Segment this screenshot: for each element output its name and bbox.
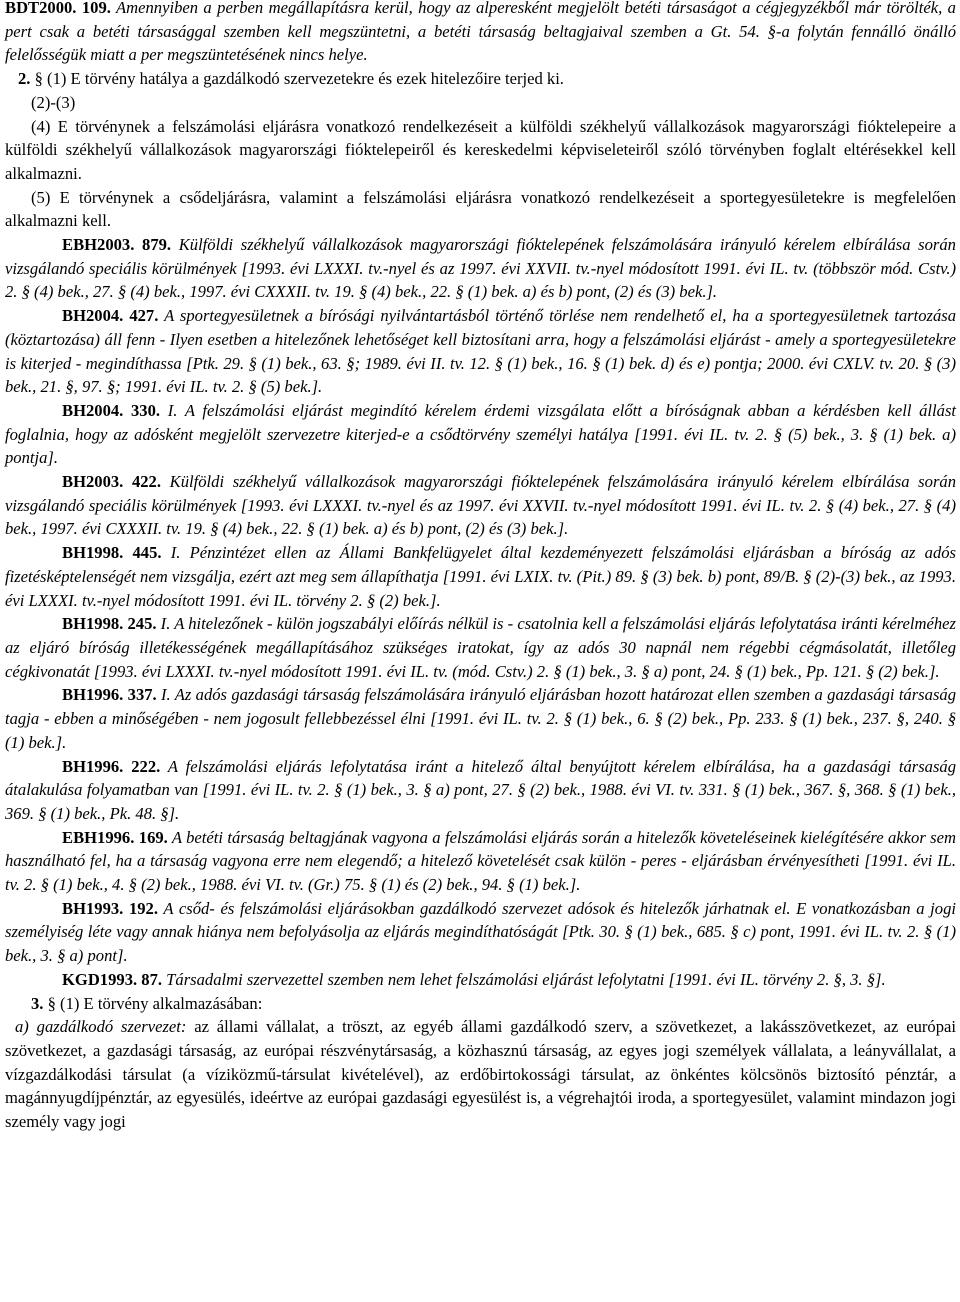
decision-text: Amennyiben a perben megállapításra kerül, hogy az alperesként megjelölt betéti társaságot a cégjegyzékből már törölték, a pert csak a betéti társasággal szemben kell megszüntetni, a betéti társaság beltagjaival szemben a Gt. 54. §-a folytán fennálló önálló felelősségük miatt a per megszüntetésének nincs helye. xyxy=(5,0,956,65)
decision-bdt2000-109 xyxy=(5,0,956,67)
decision-text: A betéti társaság beltagjának vagyona a felszámolási eljárás során a hitelezők követeléseinek kielégítésére akkor sem használható fel, ha a társaság vagyona erre nem elegendő; a hitelező követelését csak külön - peres - eljárásban érvényesítheti [1991. évi IL. tv. 2. § (1) bek., 4. § (2) bek., 1988. évi VI. tv. (Gr.) 75. § (1) és (2) bek., 94. § (1) bek.]. xyxy=(5,827,956,895)
decision-text: Társadalmi szervezettel szemben nem lehet felszámolási eljárást lefolytatni [1991. évi IL. törvény 2. §, 3. §]. xyxy=(162,969,886,989)
section-3-paragraph-1 xyxy=(5,992,956,1016)
section-text: (5) E törvénynek a csődeljárásra, valamint a felszámolási eljárásra vonatkozó rendelkezéseit a sportegyesületekre is megfelelően alkalmazni kell. xyxy=(5,187,956,231)
decision-text: Külföldi székhelyű vállalkozások magyarországi fióktelepének felszámolására irányuló kérelem elbírálása során vizsgálandó speciális körülmények [1993. évi LXXXI. tv.-nyel és az 1997. évi XXVII. tv.-nyel módosított 1991. évi IL. tv. 2. § (4) bek., 27. § (4) bek., 1997. évi CXXXII. tv. 19. § (4) bek., 22. § (1) bek. a) és b) pont, (2) és (3) bek.]. xyxy=(5,472,956,539)
decision-bh1993-192 xyxy=(5,897,956,968)
decision-ref: BH1998. 245. xyxy=(62,614,157,634)
decision-ref: BH1996. 337. xyxy=(62,685,157,705)
section-text: § (1) E törvény alkalmazásában: xyxy=(43,993,263,1013)
section-2-paragraph-4 xyxy=(5,115,956,186)
section-2-paragraph-5 xyxy=(5,186,956,233)
decision-ref: EBH2003. 879. xyxy=(62,235,172,255)
decision-bh1998-445 xyxy=(5,541,956,612)
decision-ref: EBH1996. 169. xyxy=(62,827,168,847)
decision-ref: BH1998. 445. xyxy=(62,543,162,563)
section-text: (2)-(3) xyxy=(31,92,76,112)
decision-text: I. Pénzintézet ellen az Állami Bankfelügyelet által kezdeményezett felszámolási eljárásban a bíróság az adós fizetésképtelenségét nem vizsgálja, ezért azt meg sem állapíthatja [1991. évi LXIX. tv. (Pit.) 89. § (3) bek. b) pont, 89/B. § (2)-(3) bek., az 1993. évi LXXXI. tv.-nyel módosított 1991. évi IL. törvény 2. § (2) bek.]. xyxy=(5,543,956,610)
decision-ref: KGD1993. 87. xyxy=(62,969,163,989)
decision-text: I. A felszámolási eljárást megindító kérelem érdemi vizsgálata előtt a bíróságnak abban a kérdésben kell állást foglalnia, hogy az adósként megjelölt szervezetre kiterjed-e a csődtörvény személyi hatálya [1991. évi IL. tv. 2. § (5) bek., 3. § (1) bek. a) pontja]. xyxy=(5,400,957,468)
decision-bh2004-330 xyxy=(5,399,956,470)
definition-term: a) gazdálkodó szervezet: xyxy=(15,1017,187,1037)
decision-ebh2003-879 xyxy=(5,233,956,304)
section-3-definition-a xyxy=(5,1015,956,1134)
decision-bh1996-222 xyxy=(5,755,956,826)
decision-bh1996-337 xyxy=(5,683,956,754)
decision-ref: BH1993. 192. xyxy=(62,898,159,918)
section-text: (4) E törvénynek a felszámolási eljárásra vonatkozó rendelkezéseit a külföldi székhelyű vállalkozások magyarországi fióktelepeire a külföldi székhelyű vállalkozások magyarországi fióktelepeiről és kereskedelmi képviseleteiről szóló törvényben foglalt eltérésekkel kell alkalmazni. xyxy=(5,116,956,183)
decision-ref: BH2004. 427. xyxy=(62,306,159,326)
decision-ref: BH2003. 422. xyxy=(62,472,161,492)
decision-kgd1993-87 xyxy=(5,968,956,992)
decision-text: Külföldi székhelyű vállalkozások magyarországi fióktelepének felszámolására irányuló kérelem elbírálása során vizsgálandó speciális körülmények [1993. évi LXXXI. tv.-nyel és az 1997. évi XXVII. tv.-nyel módosított 1991. évi IL. tv. (többször mód. Cstv.) 2. § (4) bek., 27. § (4) bek., 1997. évi CXXXII. tv. 19. § (4) bek., 22. § (1) bek. a) és b) pont, (2) és (3) bek.]. xyxy=(5,235,956,302)
definition-text: az állami vállalat, a tröszt, az egyéb állami gazdálkodó szerv, a szövetkezet, a lakásszövetkezet, az európai szövetkezet, a gazdasági társaság, az európai részvénytársaság, a közhasznú társaság, az egyes jogi személyek vállalata, a leányvállalat, a vízgazdálkodási társulat (a víziközmű-társulat kivételével), az erdőbirtokossági társulat, az önkéntes kölcsönös biztosító pénztár, a magánnyugdíjpénztár, az egyesülés, ideértve az európai gazdasági egyesülést is, a végrehajtói iroda, a sportegyesület, valamint mindazon jogi személy vagy jogi xyxy=(5,1017,956,1132)
decision-text: A felszámolási eljárás lefolytatása iránt a hitelező által benyújtott kérelem elbírálása, ha a gazdasági társaság átalakulása folyamatban van [1991. évi IL. tv. 2. § (1) bek., 3. § a) pont, 27. § (2) bek., 1988. évi VI. tv. 331. § (1) bek., 367. §, 368. § (1) bek., 369. § (1) bek., Pk. 48. §]. xyxy=(5,756,956,823)
decision-text: I. A hitelezőnek - külön jogszabályi előírás nélkül is - csatolnia kell a felszámolási eljárás lefolytatása iránti kérelméhez az eljáró bíróság illetékességének megállapításához szükséges iratokat, így az adós 30 napnál nem régebbi cégmásolatát, illetőleg cégkivonatát [1993. évi LXXXI. tv.-nyel módosított 1991. évi IL. tv. (mód. Cstv.) 2. § (1) bek., 3. § a) pont, 24. § (1) bek., Pp. 121. § (2) bek.]. xyxy=(5,614,956,681)
section-number: 2. xyxy=(18,69,31,89)
section-2-paragraph-1 xyxy=(5,67,956,91)
decision-text: I. Az adós gazdasági társaság felszámolására irányuló eljárásban hozott határozat ellen szemben a gazdasági társaság tagja - ebben a minőségében - nem jogosult fellebbezéssel élni [1991. évi IL. tv. 2. § (1) bek., 6. § (2) bek., Pp. 233. § (1) bek., 237. §, 240. § (1) bek.]. xyxy=(5,685,956,752)
decision-text: A csőd- és felszámolási eljárásokban gazdálkodó szervezet adósok és hitelezők járhatnak el. E vonatkozásban a jogi személyiség léte vagy annak hiánya nem befolyásolja az eljárás megindíthatóságát [Ptk. 30. § (1) bek., 685. § c) pont, 1991. évi IL. tv. 2. § (1) bek., 3. § a) pont]. xyxy=(5,898,956,966)
decision-ebh1996-169 xyxy=(5,826,956,897)
decision-bh1998-245 xyxy=(5,612,956,683)
section-number: 3. xyxy=(31,993,44,1013)
decision-ref: BH1996. 222. xyxy=(62,756,161,776)
section-2-paragraph-2-3 xyxy=(5,91,956,115)
decision-ref: BH2004. 330. xyxy=(62,400,161,420)
decision-bh2004-427 xyxy=(5,304,956,399)
decision-text: A sportegyesületnek a bírósági nyilvántartásból történő törlése nem rendelhető el, ha a sportegyesületnek tartozása (köztartozása) áll fenn - Ilyen esetben a hitelezőnek lehetőséget kell biztosítani arra, hogy a felszámolási eljárást - amely a sportegyesületekre is kiterjed - megindíthassa [Ptk. 29. § (1) bek., 63. §; 1989. évi II. tv. 12. § (1) bek., 16. § (1) bek. d) és e) pontja; 2000. évi CXLV. tv. 20. § (3) bek., 21. §, 97. §; 1991. évi IL. tv. 2. § (5) bek.]. xyxy=(5,306,956,397)
section-text: § (1) E törvény hatálya a gazdálkodó szervezetekre és ezek hitelezőire terjed ki. xyxy=(30,69,564,89)
decision-ref: BDT2000. 109. xyxy=(5,0,111,17)
decision-bh2003-422 xyxy=(5,470,956,541)
